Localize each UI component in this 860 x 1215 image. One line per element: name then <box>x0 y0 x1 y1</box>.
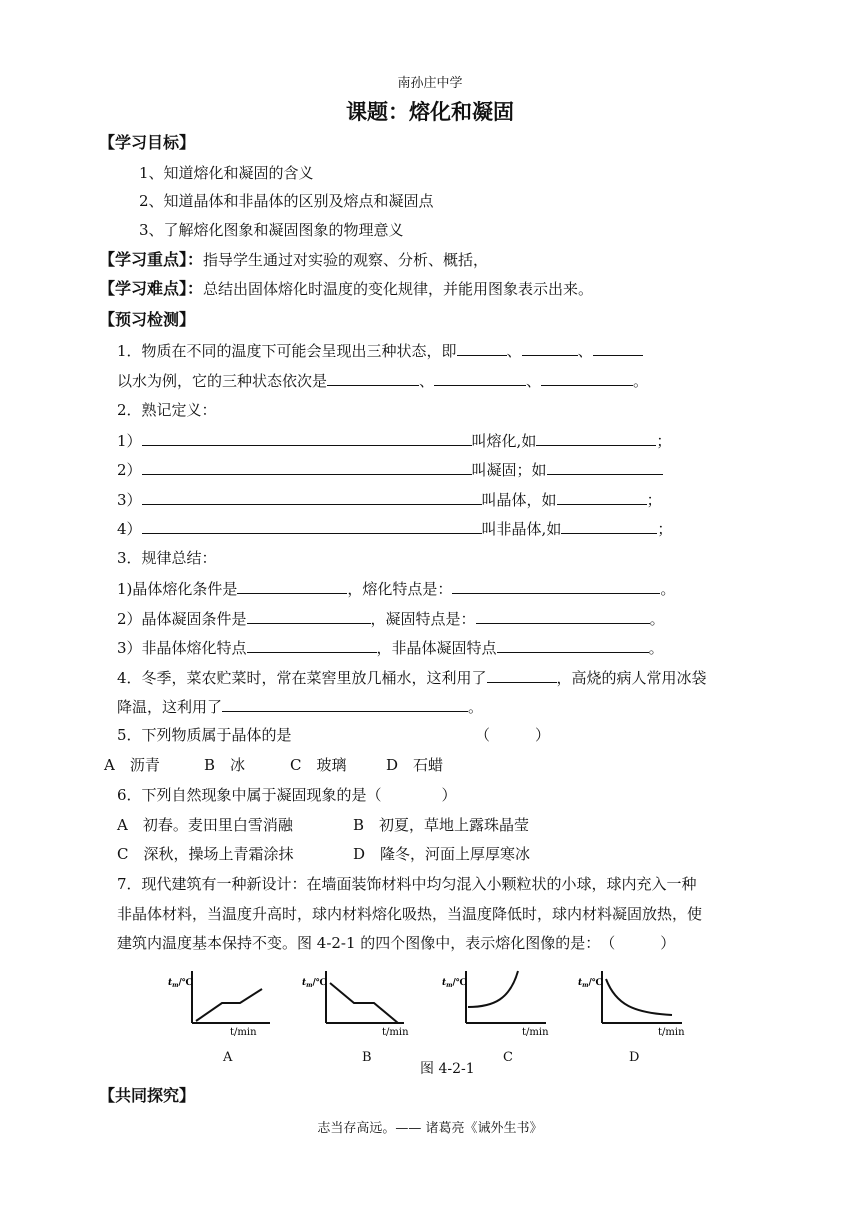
question-6-options-row-2 <box>117 844 530 864</box>
key-point-text: 指导学生通过对实验的观察、分析、概括， <box>203 251 489 269</box>
rule-text: ，非晶体凝固特点 <box>376 639 497 657</box>
answer-blank[interactable] <box>142 459 472 475</box>
option-a[interactable]: A 初春。麦田里白雪消融 <box>117 816 293 834</box>
separator: 、 <box>419 372 435 390</box>
answer-blank[interactable] <box>452 578 660 594</box>
preview-heading: 【预习检测】 <box>99 310 196 329</box>
figure-caption: 图 4-2-1 <box>420 1061 475 1077</box>
option-c[interactable]: C 深秋，操场上青霜涂抹 <box>117 845 294 863</box>
period: 。 <box>649 610 665 628</box>
graph-label-c: C <box>503 1050 513 1065</box>
question-7-line-1: 7．现代建筑有一种新设计：在墙面装饰材料中均匀混入小颗粒状的小球，球内充入一种 <box>117 875 697 893</box>
definition-line-2 <box>117 459 663 480</box>
explore-heading: 【共同探究】 <box>99 1086 196 1105</box>
goals-heading: 【学习目标】 <box>99 133 196 152</box>
question-4-text-3: 降温，这利用了 <box>117 698 223 716</box>
y-axis-label: $t_m/℃$ <box>442 978 467 989</box>
rule-line-1 <box>117 578 675 599</box>
x-axis-label: t/min <box>230 1027 257 1037</box>
graph-label-a: A <box>223 1050 233 1065</box>
answer-blank[interactable] <box>222 696 468 712</box>
definition-end: ； <box>656 432 672 450</box>
answer-blank[interactable] <box>561 518 657 534</box>
footer-quote: 志当存高远。—— 诸葛亮《诫外生书》 <box>317 1121 543 1136</box>
definition-line-4 <box>117 518 672 539</box>
option-b[interactable]: B 冰 <box>204 756 246 774</box>
difficulty-label: 【学习难点】： <box>99 279 204 298</box>
question-3: 3．规律总结： <box>117 549 217 567</box>
definition-end: ； <box>646 491 662 509</box>
answer-blank[interactable] <box>457 340 507 356</box>
definition-line-1 <box>117 430 671 451</box>
question-7-line-2: 非晶体材料，当温度升高时，球内材料熔化吸热，当温度降低时，球内材料凝固放热，使 <box>117 905 703 923</box>
key-point-line <box>99 250 488 270</box>
graph-b <box>302 965 422 1037</box>
goal-item: 3、了解熔化图象和凝固图象的物理意义 <box>139 221 404 239</box>
question-4-line-1 <box>117 667 707 688</box>
answer-blank[interactable] <box>497 637 649 653</box>
answer-blank[interactable] <box>522 340 578 356</box>
question-6-options-row-1 <box>117 815 529 835</box>
answer-blank[interactable] <box>237 578 347 594</box>
graph-d <box>578 965 698 1037</box>
answer-blank[interactable] <box>476 608 650 624</box>
period: 。 <box>660 580 676 598</box>
rule-text: 2）晶体凝固条件是 <box>117 610 247 628</box>
question-2: 2．熟记定义： <box>117 401 217 419</box>
question-4-text-2: ，高烧的病人常用冰袋 <box>556 669 707 687</box>
definition-number: 1） <box>117 432 142 450</box>
separator: 、 <box>577 342 593 360</box>
option-d[interactable]: D 隆冬，河面上厚厚寒冰 <box>353 845 531 863</box>
question-4-line-2 <box>117 696 483 717</box>
rule-text: ，熔化特点是： <box>347 580 453 598</box>
answer-blank[interactable] <box>536 430 656 446</box>
y-axis-label: $t_m/℃$ <box>578 978 603 989</box>
definition-end: ； <box>657 520 673 538</box>
graph-c <box>442 965 562 1037</box>
answer-blank[interactable] <box>541 370 633 386</box>
option-b[interactable]: B 初夏，草地上露珠晶莹 <box>353 816 530 834</box>
answer-blank[interactable] <box>593 340 643 356</box>
rule-text: ，凝固特点是： <box>370 610 476 628</box>
rule-text: 1)晶体熔化条件是 <box>117 580 238 598</box>
difficulty-text: 总结出固体熔化时温度的变化规律，并能用图象表示出来。 <box>203 280 594 298</box>
answer-blank[interactable] <box>487 667 557 683</box>
graph-a <box>168 965 288 1037</box>
y-axis-label: $t_m/℃$ <box>168 978 193 989</box>
definition-number: 3） <box>117 491 142 509</box>
answer-blank[interactable] <box>547 459 663 475</box>
question-4-text: 4．冬季，菜农贮菜时，常在菜窖里放几桶水，这利用了 <box>117 669 487 687</box>
option-d[interactable]: D 石蜡 <box>386 756 444 774</box>
graph-label-d: D <box>629 1050 640 1065</box>
answer-parentheses[interactable]: （ ） <box>475 726 551 744</box>
definition-text: 叫凝固；如 <box>471 461 547 479</box>
answer-blank[interactable] <box>327 370 419 386</box>
x-axis-label: t/min <box>658 1027 685 1037</box>
separator: 、 <box>506 342 522 360</box>
rule-line-2 <box>117 608 665 629</box>
question-5-options <box>104 755 443 775</box>
key-point-label: 【学习重点】： <box>99 250 204 269</box>
separator: 、 <box>526 372 542 390</box>
rule-line-3 <box>117 637 664 658</box>
lesson-title: 课题：熔化和凝固 <box>346 100 514 124</box>
answer-blank[interactable] <box>247 637 377 653</box>
definition-number: 4） <box>117 520 142 538</box>
answer-blank[interactable] <box>434 370 526 386</box>
difficulty-line <box>99 279 593 299</box>
question-6: 6．下列自然现象中属于凝固现象的是（ ） <box>117 786 457 804</box>
x-axis-label: t/min <box>522 1027 549 1037</box>
definition-text: 叫晶体，如 <box>481 491 557 509</box>
period: 。 <box>468 698 484 716</box>
answer-blank[interactable] <box>557 489 647 505</box>
answer-blank[interactable] <box>142 430 472 446</box>
question-1-text: 1．物质在不同的温度下可能会呈现出三种状态，即 <box>117 342 457 360</box>
question-1-line-1 <box>117 340 643 361</box>
question-5: 5．下列物质属于晶体的是 <box>117 726 292 744</box>
goal-item: 2、知道晶体和非晶体的区别及熔点和凝固点 <box>139 192 434 210</box>
school-name: 南孙庄中学 <box>397 76 463 91</box>
option-a[interactable]: A 沥青 <box>104 756 160 774</box>
option-c[interactable]: C 玻璃 <box>290 756 347 774</box>
definition-line-3 <box>117 489 662 510</box>
question-1-text-2: 以水为例，它的三种状态依次是 <box>117 372 328 390</box>
x-axis-label: t/min <box>382 1027 409 1037</box>
definition-text: 叫非晶体,如 <box>481 520 562 538</box>
question-1-line-2 <box>117 370 648 391</box>
question-7-line-3: 建筑内温度基本保持不变。图 4-2-1 的四个图像中，表示熔化图像的是： （ ） <box>117 934 676 952</box>
answer-blank[interactable] <box>142 489 482 505</box>
definition-number: 2） <box>117 461 142 479</box>
rule-text: 3）非晶体熔化特点 <box>117 639 247 657</box>
answer-blank[interactable] <box>142 518 482 534</box>
goal-item: 1、知道熔化和凝固的含义 <box>139 164 314 182</box>
period: 。 <box>648 639 664 657</box>
y-axis-label: $t_m/℃$ <box>302 978 327 989</box>
definition-text: 叫熔化,如 <box>471 432 537 450</box>
graph-label-b: B <box>362 1050 372 1065</box>
answer-blank[interactable] <box>247 608 371 624</box>
period: 。 <box>633 372 649 390</box>
